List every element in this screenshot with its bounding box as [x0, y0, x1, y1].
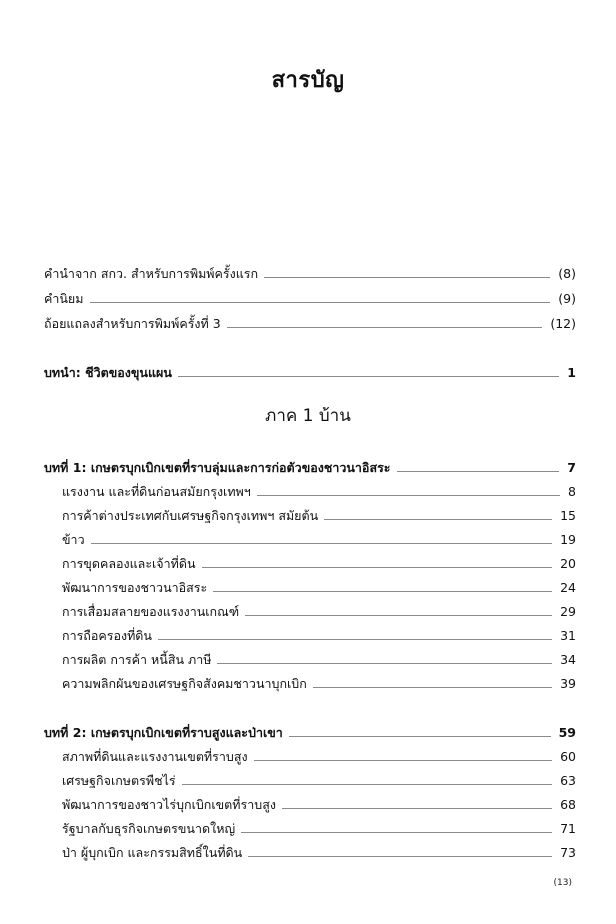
- toc-section: [62, 600, 576, 620]
- toc-section: [62, 745, 576, 765]
- toc-chapter-page: 59: [558, 725, 576, 740]
- toc-chapter: [44, 721, 576, 741]
- page-title: สารบัญ: [271, 68, 345, 93]
- toc-section: [62, 817, 576, 837]
- toc-section: [62, 504, 576, 524]
- dot-leader: [227, 327, 543, 328]
- dot-leader: [241, 832, 552, 833]
- toc-entry-page: (9): [558, 291, 576, 306]
- toc-chapter: [44, 456, 576, 476]
- dot-leader: [282, 808, 552, 809]
- dot-leader: [397, 471, 560, 472]
- toc-section-label: พัฒนาการของชาวนาอิสระ: [62, 580, 208, 595]
- toc-section-label: พัฒนาการของชาวไร่บุกเบิกเขตที่ราบสูง: [62, 797, 276, 812]
- dot-leader: [217, 663, 552, 664]
- toc-entry: [44, 262, 576, 282]
- toc-section-page: 24: [560, 580, 576, 595]
- toc-section: [62, 672, 576, 692]
- dot-leader: [264, 277, 550, 278]
- toc-entry: [44, 312, 576, 332]
- toc-section: [62, 793, 576, 813]
- dot-leader: [248, 856, 552, 857]
- toc-chapter-label: บทที่ 2: เกษตรบุกเบิกเขตที่ราบสูงและป่าเขา: [44, 725, 283, 740]
- toc-section: [62, 552, 576, 572]
- toc-section-page: 34: [560, 652, 576, 667]
- toc-section-label: ความพลิกผันของเศรษฐกิจสังคมชาวนาบุกเบิก: [62, 676, 307, 691]
- toc-entry-label: บทนำ: ชีวิตของขุนแผน: [44, 365, 172, 380]
- toc-section-page: 8: [568, 484, 576, 499]
- toc-section-page: 20: [560, 556, 576, 571]
- page-number: (13): [553, 878, 572, 888]
- toc-section-label: การเสื่อมสลายของแรงงานเกณฑ์: [62, 604, 240, 619]
- dot-leader: [324, 519, 552, 520]
- toc-section-page: 73: [560, 845, 576, 860]
- toc-chapter-page: 7: [567, 460, 576, 475]
- toc-section-page: 39: [560, 676, 576, 691]
- toc-entry-label: คำนิยม: [44, 291, 84, 306]
- toc-section-label: การผลิต การค้า หนี้สิน ภาษี: [62, 652, 212, 667]
- toc-section-page: 63: [560, 773, 576, 788]
- toc-section-label: การถือครองที่ดิน: [62, 628, 152, 643]
- toc-section-page: 31: [560, 628, 576, 643]
- toc-section: [62, 576, 576, 596]
- toc-entry-label: คำนำจาก สกว. สำหรับการพิมพ์ครั้งแรก: [44, 266, 259, 281]
- dot-leader: [182, 784, 553, 785]
- dot-leader: [254, 760, 553, 761]
- toc-section-label: สภาพที่ดินและแรงงานเขตที่ราบสูง: [62, 749, 248, 764]
- dot-leader: [213, 591, 552, 592]
- toc-section-label: เศรษฐกิจเกษตรพืชไร่: [62, 773, 176, 788]
- toc-entry-page: 1: [567, 365, 576, 380]
- toc-section: [62, 769, 576, 789]
- toc-chapter-label: บทที่ 1: เกษตรบุกเบิกเขตที่ราบลุ่มและการก่อตัวของชาวนาอิสระ: [44, 460, 391, 475]
- dot-leader: [90, 302, 551, 303]
- toc-section-label: ข้าว: [62, 532, 85, 547]
- toc-entry-page: (12): [550, 316, 576, 331]
- toc-section-label: แรงงาน และที่ดินก่อนสมัยกรุงเทพฯ: [62, 484, 251, 499]
- toc-section-page: 15: [560, 508, 576, 523]
- part-title: ภาค 1 บ้าน: [265, 406, 351, 426]
- dot-leader: [178, 376, 559, 377]
- toc-section-page: 19: [560, 532, 576, 547]
- toc-section-label: การขุดคลองและเจ้าที่ดิน: [62, 556, 196, 571]
- toc-entry-label: ถ้อยแถลงสำหรับการพิมพ์ครั้งที่ 3: [44, 316, 221, 331]
- toc-section-label: ป่า ผู้บุกเบิก และกรรมสิทธิ์ในที่ดิน: [62, 845, 243, 860]
- dot-leader: [202, 567, 553, 568]
- dot-leader: [158, 639, 552, 640]
- toc-section-label: รัฐบาลกับธุรกิจเกษตรขนาดใหญ่: [62, 821, 236, 836]
- dot-leader: [257, 495, 560, 496]
- toc-entry-page: (8): [558, 266, 576, 281]
- toc-section: [62, 648, 576, 668]
- toc-section-label: การค้าต่างประเทศกับเศรษฐกิจกรุงเทพฯ สมัยต้น: [62, 508, 319, 523]
- toc-intro: [44, 361, 576, 381]
- dot-leader: [289, 736, 551, 737]
- toc-section: [62, 624, 576, 644]
- dot-leader: [245, 615, 552, 616]
- toc-section-page: 60: [560, 749, 576, 764]
- toc-section: [62, 480, 576, 500]
- toc-section-page: 68: [560, 797, 576, 812]
- dot-leader: [91, 543, 553, 544]
- toc-section-page: 71: [560, 821, 576, 836]
- toc-entry: [44, 287, 576, 307]
- toc-section-page: 29: [560, 604, 576, 619]
- toc-section: [62, 528, 576, 548]
- dot-leader: [313, 687, 552, 688]
- toc-section: [62, 841, 576, 861]
